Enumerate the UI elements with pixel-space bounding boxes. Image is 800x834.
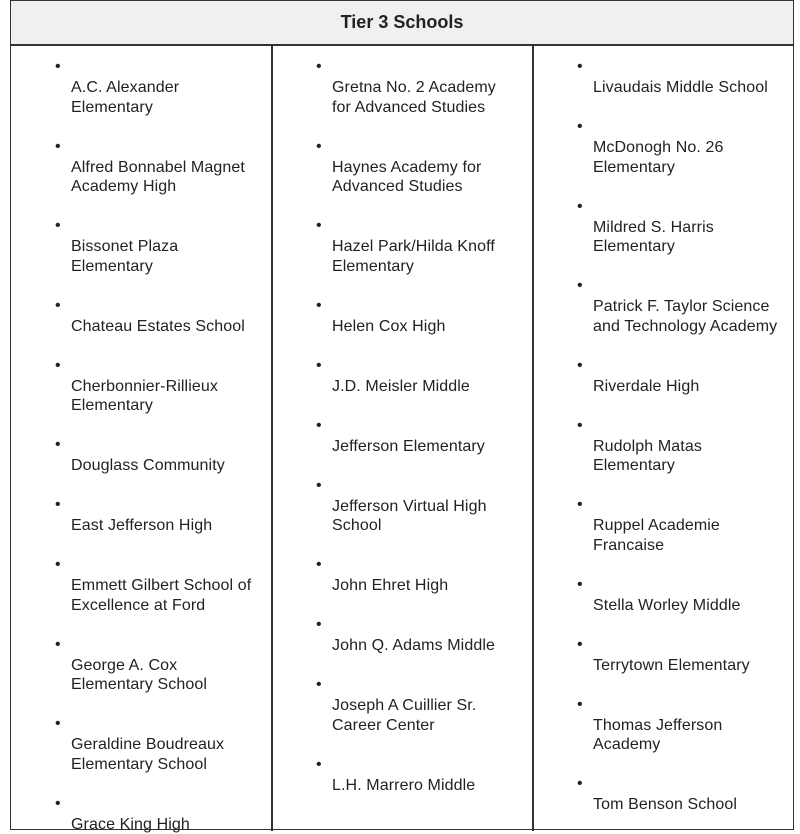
school-name-line: Elementary <box>71 98 153 118</box>
school-name-line: Elementary <box>71 257 153 277</box>
school-name-line: Alfred Bonnabel Magnet <box>71 158 245 178</box>
school-name-line: Gretna No. 2 Academy <box>332 78 496 98</box>
bullet-icon: • <box>316 757 322 773</box>
school-name-line: Elementary <box>332 257 414 277</box>
school-name-line: Elementary <box>71 396 153 416</box>
school-name-line: East Jefferson High <box>71 516 212 536</box>
school-name-line: A.C. Alexander <box>71 78 179 98</box>
school-name-line: Jefferson Virtual High <box>332 497 487 517</box>
school-name-line: Excellence at Ford <box>71 596 205 616</box>
bullet-icon: • <box>55 437 61 453</box>
school-name-line: Joseph A Cuillier Sr. <box>332 696 476 716</box>
school-name-line: Elementary School <box>71 755 207 775</box>
bullet-icon: • <box>55 358 61 374</box>
bullet-icon: • <box>55 218 61 234</box>
school-name-line: and Technology Academy <box>593 317 777 337</box>
school-name-line: Career Center <box>332 716 435 736</box>
school-name-line: for Advanced Studies <box>332 98 485 118</box>
bullet-icon: • <box>55 497 61 513</box>
school-name-line: Academy <box>593 735 660 755</box>
school-name-line: Riverdale High <box>593 377 699 397</box>
school-name-line: George A. Cox <box>71 656 177 676</box>
school-name-line: Terrytown Elementary <box>593 656 750 676</box>
schools-table <box>10 0 794 830</box>
bullet-icon: • <box>577 637 583 653</box>
bullet-icon: • <box>55 637 61 653</box>
school-name-line: Rudolph Matas <box>593 437 702 457</box>
bullet-icon: • <box>316 59 322 75</box>
school-name-line: Mildred S. Harris <box>593 218 714 238</box>
bullet-icon: • <box>316 557 322 573</box>
school-name-line: Helen Cox High <box>332 317 445 337</box>
school-name-line: Elementary School <box>71 675 207 695</box>
school-name-line: John Q. Adams Middle <box>332 636 495 656</box>
table-columns <box>11 46 793 831</box>
school-name-line: Bissonet Plaza <box>71 237 178 257</box>
bullet-icon: • <box>577 577 583 593</box>
bullet-icon: • <box>316 139 322 155</box>
bullet-icon: • <box>316 617 322 633</box>
column-2 <box>272 46 534 831</box>
school-name-line: Haynes Academy for <box>332 158 481 178</box>
school-name-line: Francaise <box>593 536 664 556</box>
school-name-line: Patrick F. Taylor Science <box>593 297 770 317</box>
school-name-line: L.H. Marrero Middle <box>332 776 475 796</box>
bullet-icon: • <box>577 497 583 513</box>
bullet-icon: • <box>55 796 61 812</box>
school-name-line: John Ehret High <box>332 576 448 596</box>
bullet-icon: • <box>316 218 322 234</box>
column-3 <box>533 46 795 831</box>
school-name-line: Livaudais Middle School <box>593 78 768 98</box>
bullet-icon: • <box>55 716 61 732</box>
bullet-icon: • <box>577 278 583 294</box>
table-title: Tier 3 Schools <box>341 12 464 33</box>
bullet-icon: • <box>316 358 322 374</box>
bullet-icon: • <box>316 677 322 693</box>
school-name-line: Douglass Community <box>71 456 225 476</box>
bullet-icon: • <box>316 298 322 314</box>
school-name-line: Elementary <box>593 237 675 257</box>
school-name-line: Academy High <box>71 177 176 197</box>
school-name-line: Grace King High <box>71 815 190 834</box>
school-name-line: Ruppel Academie <box>593 516 720 536</box>
column-1 <box>11 46 273 831</box>
school-name-line: Emmett Gilbert School of <box>71 576 251 596</box>
school-name-line: Tom Benson School <box>593 795 737 815</box>
bullet-icon: • <box>55 59 61 75</box>
bullet-icon: • <box>577 119 583 135</box>
school-name-line: Elementary <box>593 456 675 476</box>
bullet-icon: • <box>316 478 322 494</box>
school-name-line: Advanced Studies <box>332 177 463 197</box>
bullet-icon: • <box>55 298 61 314</box>
bullet-icon: • <box>55 139 61 155</box>
school-name-line: School <box>332 516 382 536</box>
bullet-icon: • <box>577 59 583 75</box>
table-header <box>11 1 793 46</box>
school-name-line: Stella Worley Middle <box>593 596 741 616</box>
bullet-icon: • <box>55 557 61 573</box>
school-name-line: Chateau Estates School <box>71 317 245 337</box>
school-name-line: McDonogh No. 26 <box>593 138 723 158</box>
school-name-line: J.D. Meisler Middle <box>332 377 470 397</box>
bullet-icon: • <box>577 776 583 792</box>
school-name-line: Hazel Park/Hilda Knoff <box>332 237 495 257</box>
bullet-icon: • <box>577 358 583 374</box>
school-name-line: Jefferson Elementary <box>332 437 485 457</box>
bullet-icon: • <box>577 199 583 215</box>
school-name-line: Geraldine Boudreaux <box>71 735 224 755</box>
school-name-line: Elementary <box>593 158 675 178</box>
school-name-line: Thomas Jefferson <box>593 716 722 736</box>
bullet-icon: • <box>316 418 322 434</box>
bullet-icon: • <box>577 697 583 713</box>
school-name-line: Cherbonnier-Rillieux <box>71 377 218 397</box>
bullet-icon: • <box>577 418 583 434</box>
